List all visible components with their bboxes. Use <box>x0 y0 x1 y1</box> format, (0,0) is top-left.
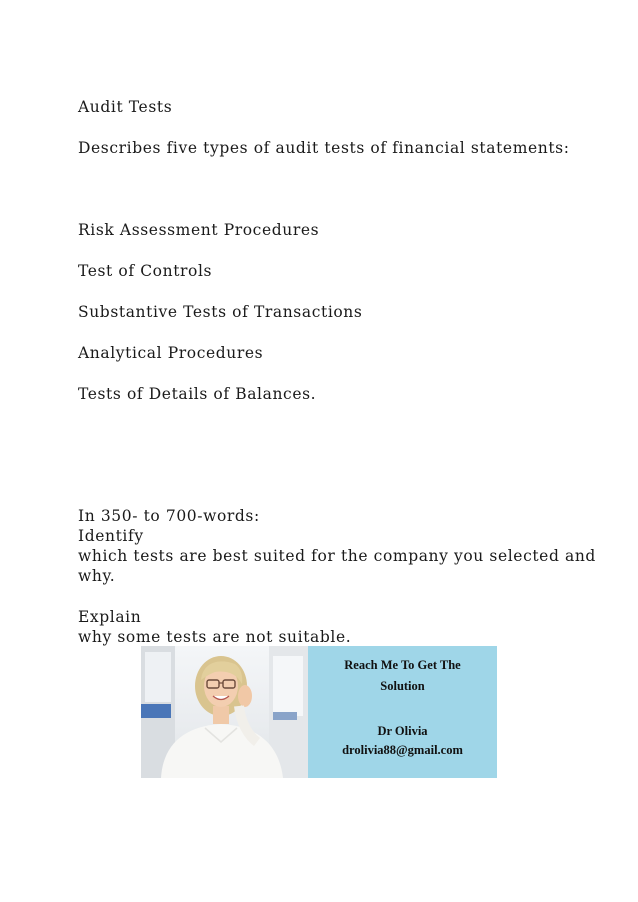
test-item: Substantive Tests of Transactions <box>78 303 363 321</box>
test-item: Risk Assessment Procedures <box>78 221 320 239</box>
contact-banner <box>141 646 497 778</box>
banner-headline: Reach Me To Get The <box>344 658 461 672</box>
identify-heading: Identify <box>78 527 144 545</box>
word-count-instruction: In 350- to 700-words: <box>78 507 260 525</box>
intro-text: Describes five types of audit tests of financial statements: <box>78 139 570 157</box>
test-item: Test of Controls <box>78 262 213 280</box>
identify-text: which tests are best suited for the company you selected and <box>78 547 596 565</box>
tutor-name: Dr Olivia <box>377 724 428 738</box>
tutor-photo <box>141 646 308 778</box>
contact-info-panel <box>308 646 497 778</box>
explain-heading: Explain <box>78 608 142 626</box>
banner-headline-continued: Solution <box>380 679 425 693</box>
test-item: Tests of Details of Balances. <box>78 385 317 403</box>
explain-text: why some tests are not suitable. <box>78 628 352 646</box>
test-item: Analytical Procedures <box>78 344 264 362</box>
contact-email[interactable]: drolivia88@gmail.com <box>342 743 463 757</box>
woman-portrait-icon <box>141 646 308 778</box>
identify-text-continued: why. <box>78 567 116 585</box>
document-title: Audit Tests <box>78 98 173 116</box>
